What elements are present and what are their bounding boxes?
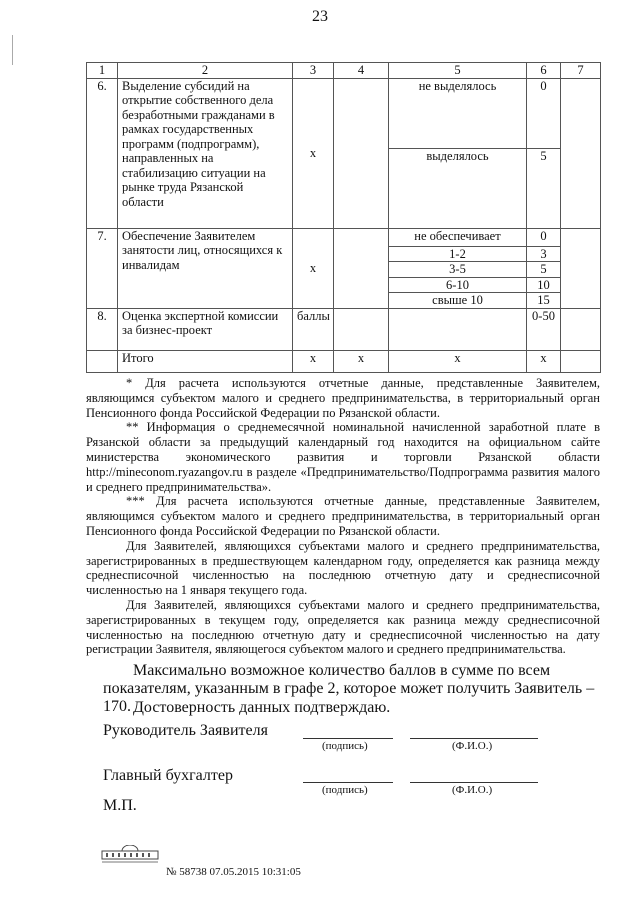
option-score: 3 (527, 246, 561, 262)
building-logo-icon (100, 845, 160, 865)
option-label: не выделялось (389, 78, 527, 148)
empty-cell (87, 350, 118, 372)
option-score: 0-50 (527, 308, 561, 350)
seal-label: М.П. (103, 797, 137, 814)
empty-cell (334, 78, 389, 228)
empty-cell (334, 308, 389, 350)
option-score: 5 (527, 148, 561, 228)
unit-cell: баллы (293, 308, 334, 350)
row-number: 6. (87, 78, 118, 228)
option-score: 10 (527, 277, 561, 293)
name-caption: (Ф.И.О.) (452, 740, 493, 752)
header-cell: 2 (118, 63, 293, 79)
total-cell: x (527, 350, 561, 372)
header-cell: 7 (561, 63, 601, 79)
option-label: свыше 10 (389, 293, 527, 309)
table-row (87, 228, 601, 246)
empty-cell (561, 308, 601, 350)
head-label: Руководитель Заявителя (103, 722, 268, 739)
footnote: * Для расчета используются отчетные данные, представленные Заявителем, являющимся субъектом малого и среднего предпринимательства, в территориальный орган Пенсионного фонда Российской Федерации по Рязанской области. (86, 376, 600, 420)
registration-stamp: № 58738 07.05.2015 10:31:05 (166, 866, 301, 878)
table-row (87, 308, 601, 350)
header-cell: 1 (87, 63, 118, 79)
option-score: 0 (527, 78, 561, 148)
criterion-text: Выделение субсидий на открытие собственного дела безработными гражданами в рамках государственных программ (подпрограмм), направленных на стабилизацию ситуации на рынке труда Рязанской области (118, 78, 293, 228)
header-cell: 5 (389, 63, 527, 79)
footnote: *** Для расчета используются отчетные данные, представленные Заявителем, являющимся субъектом малого и среднего предпринимательства, в территориальный орган Пенсионного фонда Российской Федерации по Рязанской области. (86, 494, 600, 538)
total-label: Итого (118, 350, 293, 372)
header-cell: 6 (527, 63, 561, 79)
confirm-text: Достоверность данных подтверждаю. (133, 699, 391, 716)
criterion-text: Оценка экспертной комиссии за бизнес-проект (118, 308, 293, 350)
page-number: 23 (312, 8, 328, 25)
footnote: ** Информация о среднемесячной номинальной начисленной заработной плате в Рязанской области за предыдущий календарный год находится на официальном сайте министерства экономического развития и торговли Рязанской области http://mineconom.ryazangov.ru в разделе «Предпринимательство/Подпрограмма развития малого и среднего предпринимательства». (86, 420, 600, 494)
option-score: 0 (527, 228, 561, 246)
name-line (410, 782, 538, 783)
empty-cell (561, 78, 601, 228)
option-label: 6-10 (389, 277, 527, 293)
criteria-table (86, 62, 601, 373)
empty-cell (561, 350, 601, 372)
signature-caption: (подпись) (322, 740, 368, 752)
name-line (410, 738, 538, 739)
accountant-label: Главный бухгалтер (103, 767, 233, 784)
footnote: Для Заявителей, являющихся субъектами малого и среднего предпринимательства, зарегистрированных в текущем году, определяется как разница между среднесписочной численностью на последнюю отчетную дату и среднесписочной численностью на дату регистрации Заявителя, являющегося субъектом малого и среднего предпринимательства. (86, 597, 600, 657)
total-cell: x (293, 350, 334, 372)
empty-cell (561, 228, 601, 308)
row-number: 7. (87, 228, 118, 308)
empty-cell (334, 228, 389, 308)
empty-cell (389, 308, 527, 350)
footnote: Для Заявителей, являющихся субъектами малого и среднего предпринимательства, зарегистрированных в предшествующем календарном году, определяется как разница между среднесписочной численностью на последнюю отчетную дату и среднесписочной численностью на 1 января текущего года. (86, 538, 600, 598)
option-score: 5 (527, 262, 561, 278)
header-cell: 4 (334, 63, 389, 79)
signature-line (303, 782, 393, 783)
criterion-text: Обеспечение Заявителем занятости лиц, относящихся к инвалидам (118, 228, 293, 308)
option-score: 15 (527, 293, 561, 309)
scan-edge-mark (12, 35, 13, 65)
option-label: 3-5 (389, 262, 527, 278)
option-label: 1-2 (389, 246, 527, 262)
max-score-text: Максимально возможное количество баллов в сумме по всем показателям, указанным в графе 2, которое может получить Заявитель – 170. (103, 662, 595, 715)
table-total-row (87, 350, 601, 372)
signature-line (303, 738, 393, 739)
footnotes (86, 376, 600, 657)
table-header-row (87, 63, 601, 79)
name-caption: (Ф.И.О.) (452, 784, 493, 796)
header-cell: 3 (293, 63, 334, 79)
row-number: 8. (87, 308, 118, 350)
table-row (87, 78, 601, 148)
option-label: выделялось (389, 148, 527, 228)
option-label: не обеспечивает (389, 228, 527, 246)
total-cell: x (334, 350, 389, 372)
unit-cell: x (293, 228, 334, 308)
total-cell: x (389, 350, 527, 372)
signature-caption: (подпись) (322, 784, 368, 796)
unit-cell: x (293, 78, 334, 228)
